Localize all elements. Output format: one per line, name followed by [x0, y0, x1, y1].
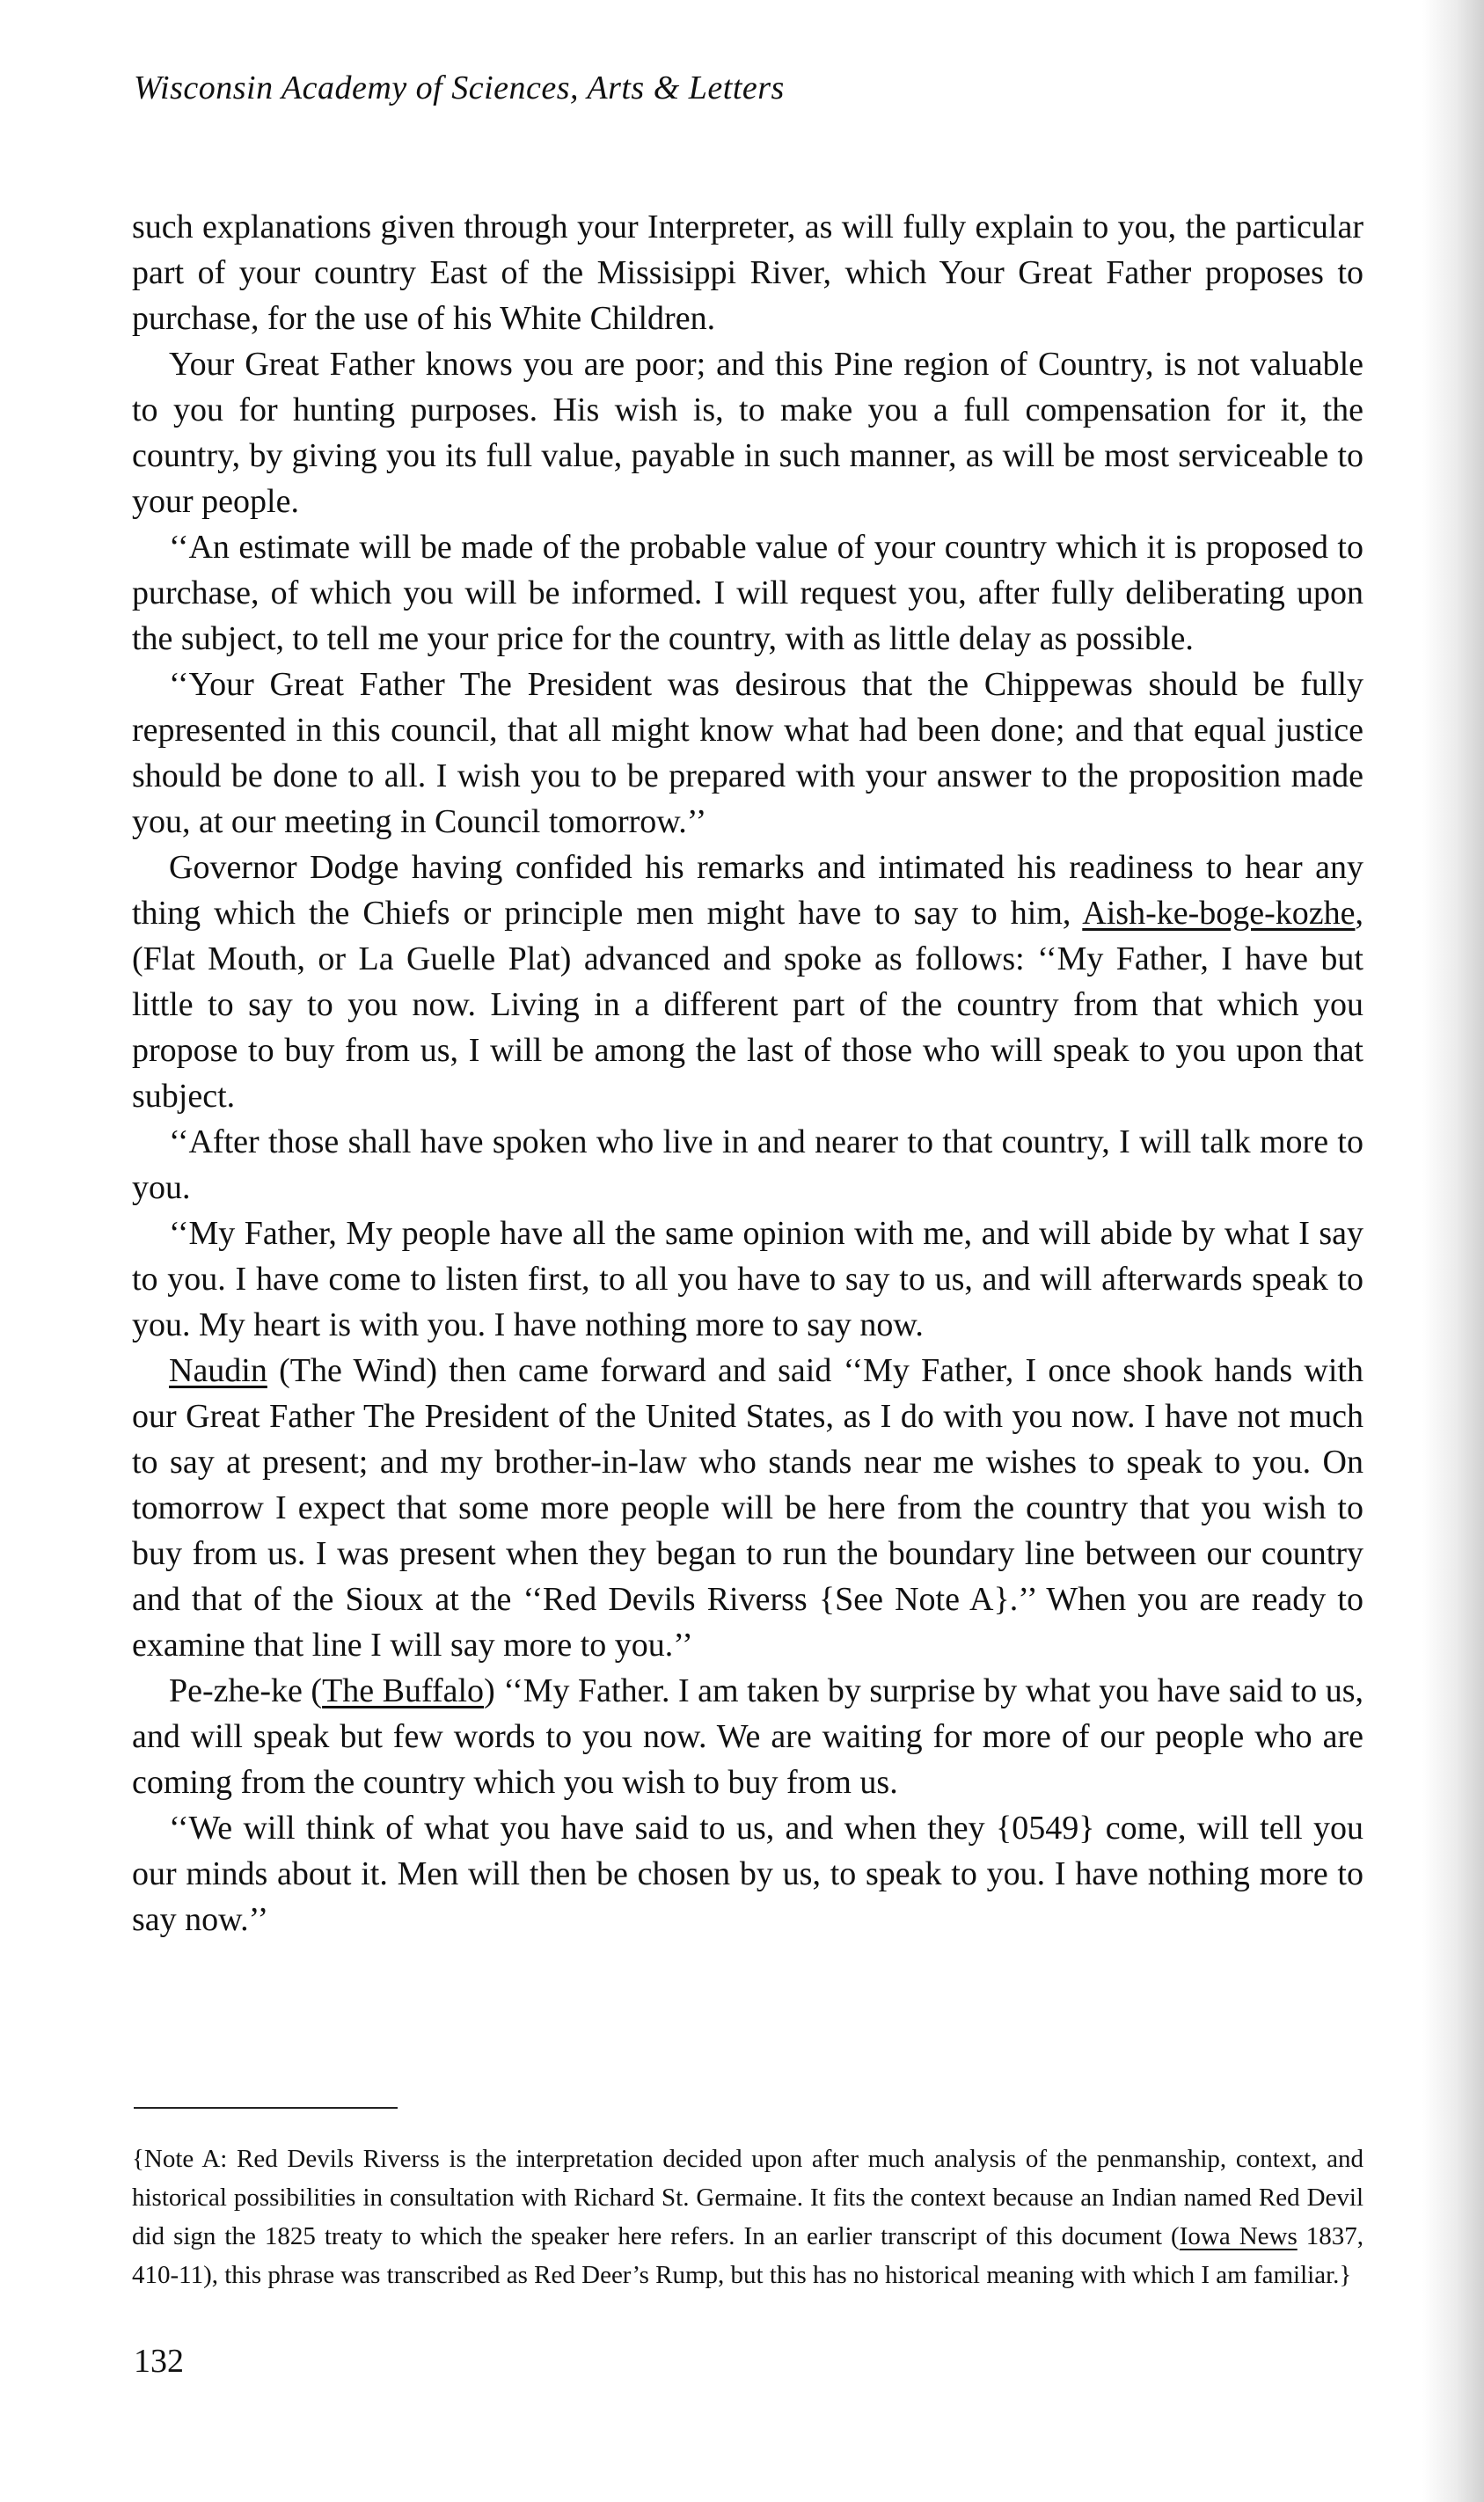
- footnote: [132, 2140, 1363, 2294]
- paragraph-1: such explanations given through your Interpreter, as will fully explain to you, the particular part of your country East of the Missisippi River, which Your Great Father proposes to purchase, for the use of his White Children.: [132, 208, 1363, 337]
- paragraph-9: [132, 1668, 1363, 1805]
- page-number: 132: [134, 2343, 184, 2380]
- speaker-name-aish-ke-boge-kozhe: Aish-ke-boge-kozhe: [1082, 895, 1356, 932]
- paragraph-3: ‘‘An estimate will be made of the probable value of your country which it is proposed to purchase, of which you will be informed. I will request you, after fully deliberating upon the subject, to tell me your price for the country, with as little delay as possible.: [132, 529, 1363, 657]
- footnote-source-title: Iowa News: [1179, 2222, 1298, 2250]
- paragraph-4: ‘‘Your Great Father The President was desirous that the Chippewas should be fully represented in this council, that all might know what had been done; and that equal justice should be done to all. I wish you to be prepared with your answer to the proposition made you, at our meeting in Council tomorrow.’’: [132, 666, 1363, 840]
- paragraph-9-rest: ) ‘‘My Father. I am taken by surprise by what you have said to us, and will speak but few words to you now. We are waiting for more of our people who are coming from the country which you wish to buy from us.: [132, 1672, 1363, 1801]
- paragraph-2: Your Great Father knows you are poor; and this Pine region of Country, is not valuable to you for hunting purposes. His wish is, to make you a full compensation for it, the country, by giving you its full value, payable in such manner, as will be most serviceable to your people.: [132, 346, 1363, 520]
- paragraph-8: [132, 1348, 1363, 1668]
- footnote-divider: [134, 2107, 398, 2109]
- paragraph-5-lead: Governor Dodge having confided his remarks and intimated his readiness to hear any thing which the Chiefs or principle men might have to say to him,: [132, 849, 1363, 932]
- footnote-rest: 1837, 410-11), this phrase was transcribed as Red Deer’s Rump, but this has no historical meaning with which I am familiar.}: [132, 2222, 1364, 2289]
- speaker-name-the-buffalo: The Buffalo: [322, 1672, 485, 1709]
- speaker-name-naudin: Naudin: [169, 1352, 267, 1389]
- paragraph-5: [132, 845, 1363, 1119]
- page-edge-shadow: [1422, 0, 1484, 2502]
- running-head: Wisconsin Academy of Sciences, Arts & Letters: [134, 70, 785, 106]
- footnote-note-a: [132, 2140, 1363, 2294]
- paragraph-7: ‘‘My Father, My people have all the same opinion with me, and will abide by what I say to you. I have come to listen first, to all you have to say to us, and will afterwards speak to you. My heart is with you. I have nothing more to say now.: [132, 1215, 1363, 1343]
- paragraph-10: ‘‘We will think of what you have said to us, and when they {0549} come, will tell you our minds about it. Men will then be chosen by us, to speak to you. I have nothing more to say now.’’: [132, 1810, 1363, 1938]
- footnote-lead: {Note A: Red Devils Riverss is the interpretation decided upon after much analysis of the penmanship, context, and historical possibilities in consultation with Richard St. Germaine. It fits the context because an Indian named Red Devil did sign the 1825 treaty to which the speaker here refers. In an earlier transcript of this document (: [132, 2145, 1363, 2250]
- paragraph-9-lead: Pe-zhe-ke (: [169, 1672, 323, 1709]
- paragraph-6: ‘‘After those shall have spoken who live in and nearer to that country, I will talk more to you.: [132, 1123, 1363, 1206]
- paragraph-5-rest: , (Flat Mouth, or La Guelle Plat) advanced and spoke as follows: ‘‘My Father, I have but little to say to you now. Living in a different part of the country from that which you propose to buy from us, I will be among the last of those who will speak to you upon that subject.: [132, 895, 1363, 1115]
- paragraph-8-rest: (The Wind) then came forward and said ‘‘My Father, I once shook hands with our Great Father The President of the United States, as I do with you now. I have not much to say at present; and my brother-in-law who stands near me wishes to speak to you. On tomorrow I expect that some more people will be here from the country that you wish to buy from us. I was present when they began to run the boundary line between our country and that of the Sioux at the ‘‘Red Devils Riverss {See Note A}.’’ When you are ready to examine that line I will say more to you.’’: [132, 1352, 1363, 1664]
- body-text: [132, 204, 1363, 1942]
